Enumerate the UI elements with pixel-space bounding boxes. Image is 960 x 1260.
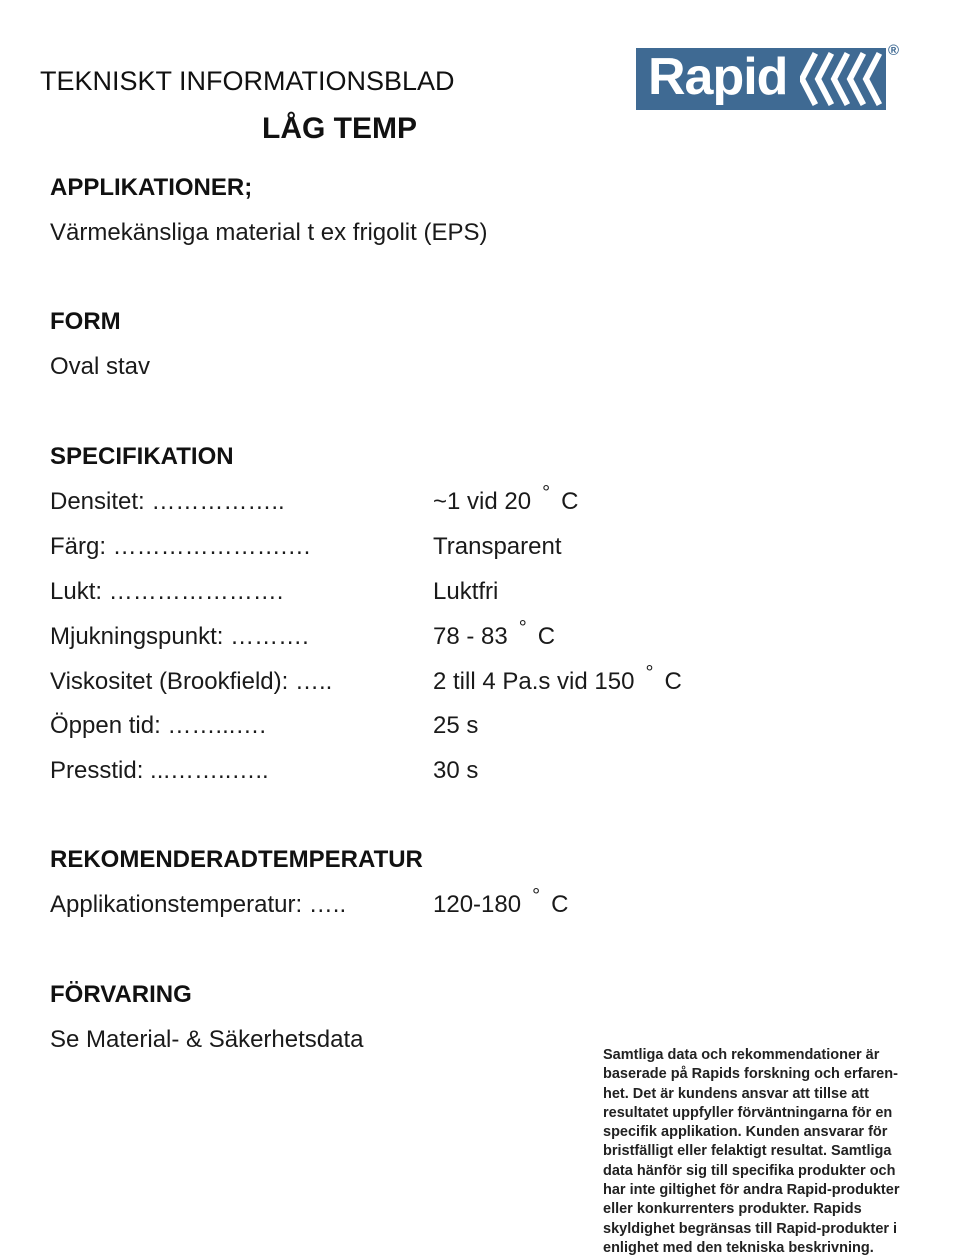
spec-label-color: Färg: ………………….…	[50, 533, 312, 560]
spec-value-color: Transparent	[433, 533, 562, 560]
spec-unit-density: C	[561, 488, 579, 515]
degree-glyph: °	[532, 885, 541, 907]
application-temperature-unit: C	[551, 891, 569, 918]
spec-value-odor: Luktfri	[433, 578, 499, 605]
disclaimer-line: specifik applikation. Kunden ansvarar för	[603, 1124, 888, 1141]
degree-glyph: °	[645, 662, 654, 684]
recommended-temperature-heading: REKOMENDERADTEMPERATUR	[50, 846, 423, 873]
spec-value-softening-point	[433, 617, 556, 651]
product-name: LÅG TEMP	[262, 112, 417, 145]
form-heading: FORM	[50, 308, 121, 335]
disclaimer-line: Samtliga data och rekommendationer är	[603, 1047, 880, 1063]
storage-text: Se Material- & Säkerhetsdata	[50, 1026, 364, 1053]
application-temperature-text: 120-180	[433, 891, 522, 918]
spec-unit-softening: C	[537, 623, 556, 650]
spec-value-softening-text: 78 - 83	[433, 623, 508, 650]
applications-heading: APPLIKATIONER;	[50, 174, 253, 201]
degree-symbol	[531, 482, 561, 516]
spec-label-density: Densitet: ……………..	[50, 488, 285, 515]
spec-label-softening-point: Mjukningspunkt: ……….	[50, 623, 309, 650]
spec-label-open-time: Öppen tid: ……...….	[50, 712, 267, 739]
disclaimer-text	[603, 1046, 923, 1258]
disclaimer-line: enlighet med den tekniska beskrivning.	[603, 1239, 874, 1256]
disclaimer-line: bristfälligt eller felaktigt resultat. Samtliga	[603, 1143, 892, 1160]
disclaimer-line: baserade på Rapids forskning och erfaren-	[603, 1066, 898, 1083]
storage-heading: FÖRVARING	[50, 981, 192, 1008]
spec-label-odor: Lukt: ………………….	[50, 578, 284, 605]
specification-heading: SPECIFIKATION	[50, 443, 234, 470]
logo-wordmark: Rapid	[648, 48, 788, 106]
degree-glyph: °	[542, 482, 551, 504]
spec-value-density-text: ~1 vid 20	[433, 488, 532, 515]
degree-symbol	[634, 662, 664, 696]
disclaimer-line: eller konkurrenters produkter. Rapids	[603, 1201, 862, 1218]
spec-value-density	[433, 482, 579, 516]
degree-symbol	[508, 617, 538, 651]
registered-mark: ®	[888, 42, 900, 59]
disclaimer-line: resultatet uppfyller förväntningarna för en	[603, 1104, 893, 1121]
application-temperature-value	[433, 885, 569, 919]
spec-value-viscosity	[433, 662, 682, 696]
disclaimer-line: skyldighet begränsas till Rapid-produkter i	[603, 1220, 898, 1237]
spec-value-viscosity-text: 2 till 4 Pa.s vid 150	[433, 668, 635, 695]
spec-unit-viscosity: C	[664, 668, 682, 695]
applications-text: Värmekänsliga material t ex frigolit (EPS)	[50, 219, 488, 246]
disclaimer-line: het. Det är kundens ansvar att tillse att	[603, 1085, 869, 1102]
spec-value-open-time: 25 s	[433, 712, 479, 739]
spec-label-press-time: Presstid: ...……..…..	[50, 757, 269, 784]
spec-value-press-time: 30 s	[433, 757, 479, 784]
spec-label-viscosity: Viskositet (Brookfield): …..	[50, 668, 333, 695]
disclaimer-line: har inte giltighet för andra Rapid-produkter	[603, 1182, 900, 1199]
degree-symbol	[521, 885, 551, 919]
rapid-logo	[636, 44, 904, 110]
form-text: Oval stav	[50, 353, 151, 380]
application-temperature-label: Applikationstemperatur: …..	[50, 891, 347, 918]
logo-chevron-icon	[800, 50, 890, 108]
document-title: TEKNISKT INFORMATIONSBLAD	[40, 66, 455, 96]
degree-glyph: °	[518, 617, 527, 639]
disclaimer-line: data hänför sig till specifika produkter och	[603, 1162, 896, 1179]
